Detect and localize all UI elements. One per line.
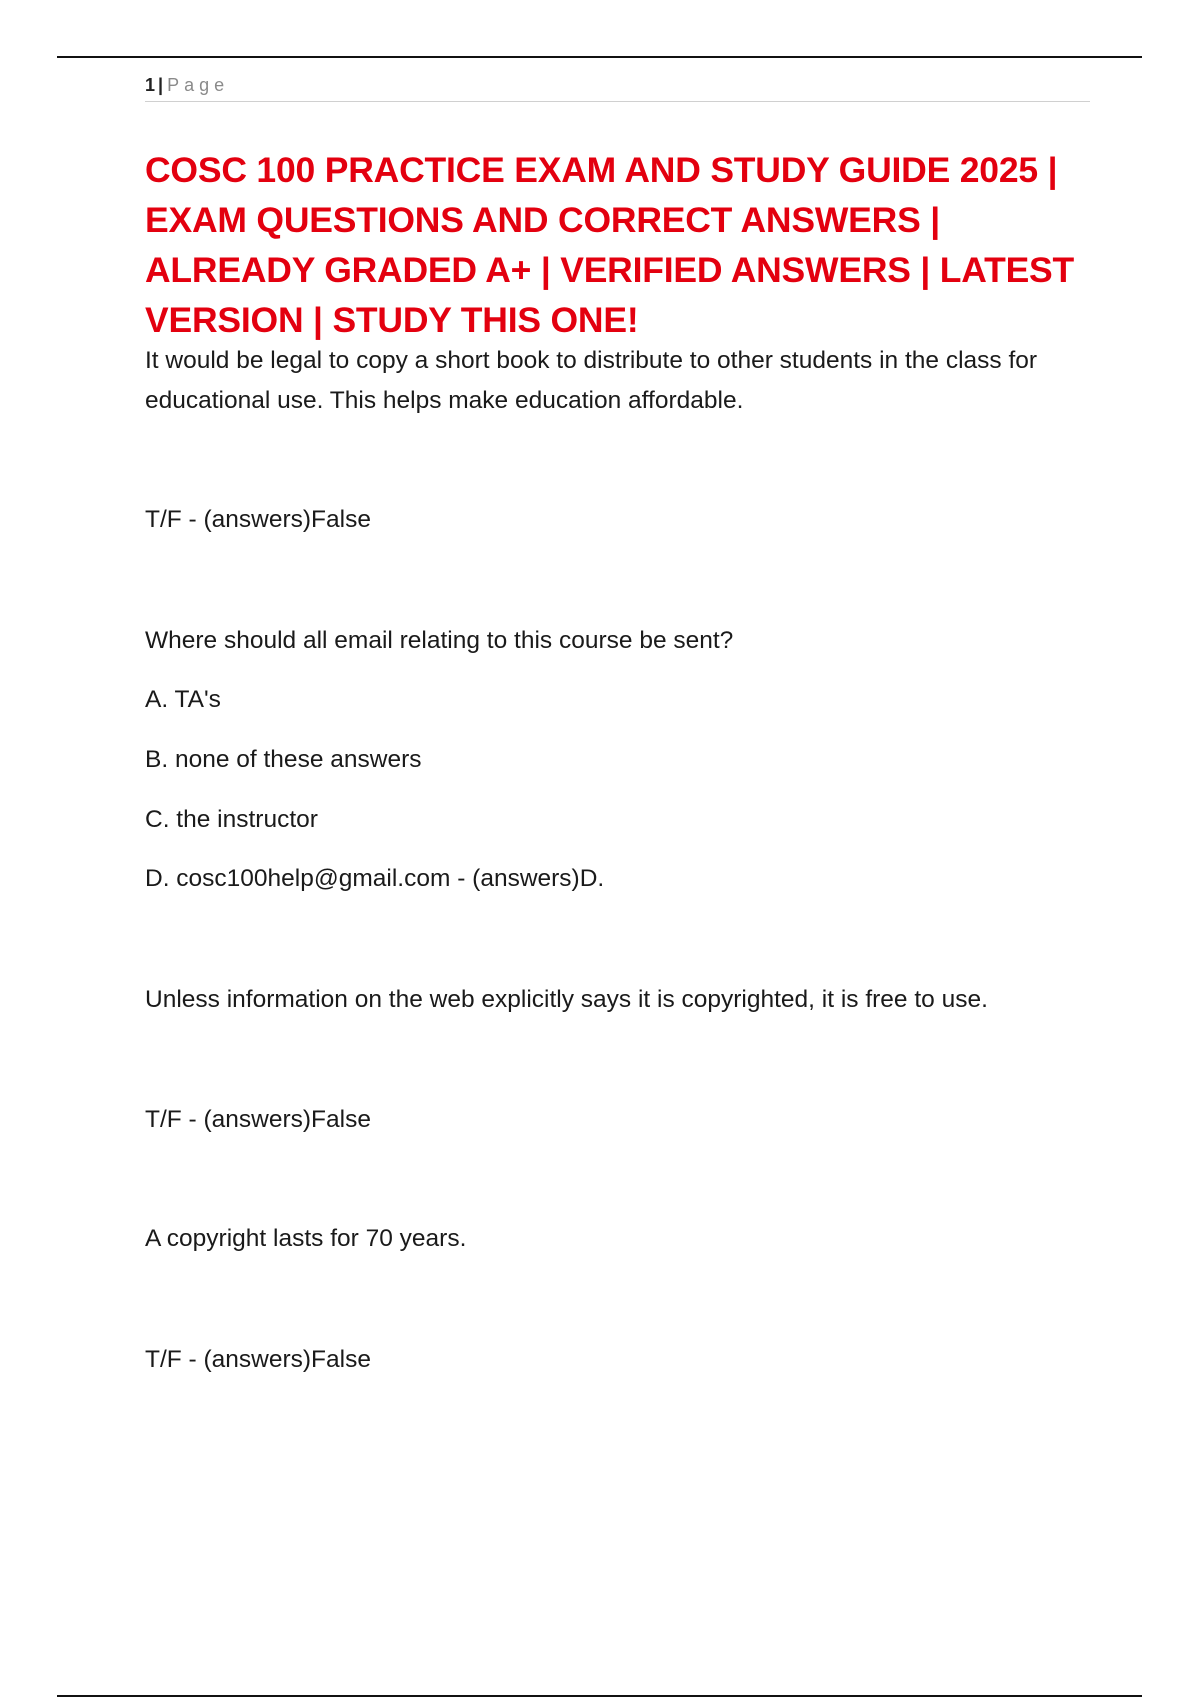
page-header — [145, 72, 1090, 102]
page-separator: | — [158, 75, 164, 95]
question-4: A copyright lasts for 70 years. — [145, 1225, 467, 1252]
question-2-option-c: C. the instructor — [145, 806, 318, 833]
answer-1: T/F - (answers)False — [145, 506, 371, 533]
bottom-border-rule — [57, 1695, 1142, 1697]
document-title: COSC 100 PRACTICE EXAM AND STUDY GUIDE 2025 | EXAM QUESTIONS AND CORRECT ANSWERS | ALREADY GRADED A+ | VERIFIED ANSWERS | LATEST VERSION | STUDY THIS ONE! — [145, 150, 1075, 340]
question-1: It would be legal to copy a short book to distribute to other students in the class for educational use. This helps make education affordable. — [145, 347, 1038, 414]
question-2-option-d-answer: D. cosc100help@gmail.com - (answers)D. — [145, 865, 605, 892]
page-number: 1 — [145, 75, 156, 95]
question-2-option-b: B. none of these answers — [145, 746, 422, 773]
page-label: Page — [167, 75, 230, 95]
answer-4: T/F - (answers)False — [145, 1346, 371, 1373]
top-border-rule — [57, 56, 1142, 58]
question-3: Unless information on the web explicitly says it is copyrighted, it is free to use. — [145, 986, 988, 1013]
question-2-option-a: A. TA's — [145, 686, 221, 713]
answer-3: T/F - (answers)False — [145, 1106, 371, 1133]
question-2: Where should all email relating to this course be sent? — [145, 627, 734, 654]
